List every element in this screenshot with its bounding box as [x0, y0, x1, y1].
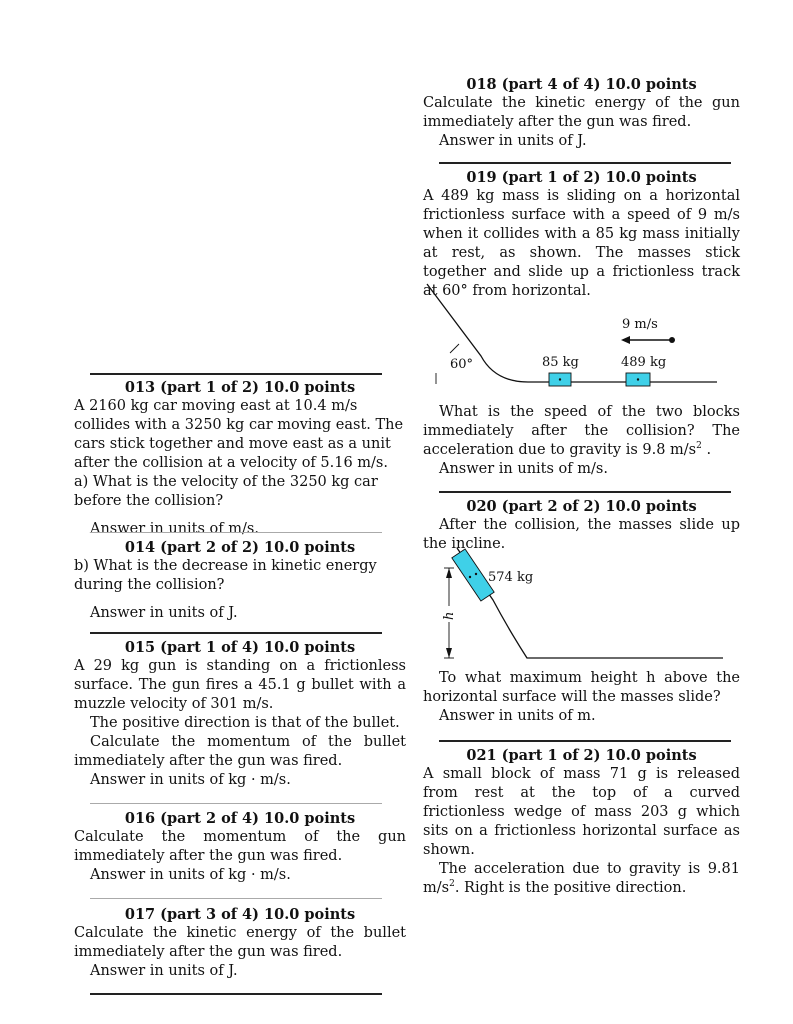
block-center-dot: [637, 378, 639, 380]
divider: [90, 632, 382, 634]
arrow-head-icon: [446, 648, 452, 658]
question-015: [74, 638, 406, 790]
answer-units: Answer in units of J.: [439, 133, 587, 149]
question-019: [423, 168, 740, 301]
question-text: After the collision, the masses slide up the incline.: [423, 517, 740, 552]
mass-large-label: 489 kg: [621, 355, 667, 370]
question-019-cont: [423, 403, 740, 479]
divider: [439, 162, 731, 164]
speed-label: 9 m/s: [622, 317, 658, 332]
question-text: Calculate the momentum of the bullet immediately after the gun was fired.: [74, 734, 406, 769]
question-017: [74, 905, 406, 981]
question-016: [74, 809, 406, 885]
question-text: The acceleration due to gravity is 9.81 $m/s^2$. Right is the positive direction.: [423, 861, 740, 896]
divider: [90, 532, 382, 533]
divider: [90, 898, 382, 899]
question-021: [423, 746, 740, 898]
question-header: 018 (part 4 of 4) 10.0 points: [466, 76, 697, 93]
question-header: 015 (part 1 of 4) 10.0 points: [124, 639, 356, 656]
height-label: h: [442, 611, 457, 620]
question-text: b) What is the decrease in kinetic energy during the collision?: [74, 558, 377, 593]
question-text: Calculate the momentum of the gun immediately after the gun was fired.: [74, 829, 406, 864]
question-header: 021 (part 1 of 2) 10.0 points: [466, 747, 697, 764]
arrow-head-icon: [446, 568, 452, 578]
question-018: [423, 75, 740, 151]
question-header: 019 (part 1 of 2) 10.0 points: [466, 169, 697, 186]
question-header: 020 (part 2 of 2) 10.0 points: [466, 498, 697, 515]
divider: [90, 993, 382, 995]
question-text: Calculate the kinetic energy of the gun immediately after the gun was fired.: [423, 95, 740, 130]
divider: [439, 740, 731, 742]
question-text: A small block of mass 71 g is released from rest at the top of a curved frictionless wedge of mass 203 g which sits on a frictionless horizontal surface as shown.: [423, 766, 740, 858]
answer-units: Answer in units of kg · m/s.: [90, 772, 291, 788]
incline-track: [457, 548, 723, 658]
angle-arrow-upper: [450, 344, 459, 353]
divider: [90, 373, 382, 375]
block-center-dot: [559, 378, 561, 380]
divider: [90, 803, 382, 804]
question-text: A 2160 kg car moving east at 10.4 m/s collides with a 3250 kg car moving east. The cars stick together and move east as a unit after the collision at a velocity of 5.16 m/s. a) What is the velocity of the 3250 kg car before the collision?: [74, 398, 404, 509]
question-014: [74, 538, 406, 623]
question-text: To what maximum height h above the horizontal surface will the masses slide?: [423, 670, 740, 705]
question-header: 017 (part 3 of 4) 10.0 points: [124, 906, 356, 923]
question-text: A 29 kg gun is standing on a frictionless surface. The gun fires a 45.1 g bullet with a muzzle velocity of 301 m/s.: [74, 658, 406, 712]
answer-units: Answer in units of kg · m/s.: [90, 867, 291, 883]
arrow-tail-dot: [669, 337, 675, 343]
question-header: 016 (part 2 of 4) 10.0 points: [124, 810, 356, 827]
answer-units: Answer in units of m.: [439, 708, 596, 724]
question-013: [74, 378, 406, 539]
arrow-head-icon: [621, 336, 630, 344]
question-020-cont: [423, 669, 740, 726]
block-center-dot: [469, 576, 471, 578]
question-text: Calculate the kinetic energy of the bullet immediately after the gun was fired.: [74, 925, 406, 960]
question-header: 014 (part 2 of 2) 10.0 points: [124, 539, 356, 556]
answer-units: Answer in units of J.: [90, 963, 238, 979]
mass-label: 574 kg: [488, 570, 534, 585]
divider: [439, 491, 731, 493]
question-020: [423, 497, 740, 554]
question-text: What is the speed of the two blocks immediately after the collision? The acceleration due to gravity is 9.8 $m/s^2$ .: [423, 404, 740, 458]
answer-units: Answer in units of J.: [90, 605, 238, 621]
question-header: 013 (part 1 of 2) 10.0 points: [124, 379, 356, 396]
angle-label: 60°: [450, 357, 474, 372]
answer-units: Answer in units of m/s.: [90, 521, 259, 537]
answer-units: Answer in units of m/s.: [439, 461, 608, 477]
incline-figure: [423, 548, 740, 658]
question-text: A 489 kg mass is sliding on a horizontal frictionless surface with a speed of 9 m/s when it collides with a 85 kg mass initially at rest, as shown. The masses stick together and slide up a frictionless track at 60° from horizontal.: [423, 188, 740, 299]
block-center-dot: [475, 573, 477, 575]
question-text: The positive direction is that of the bullet.: [90, 715, 400, 731]
mass-small-label: 85 kg: [542, 355, 579, 370]
collision-figure: [423, 284, 740, 394]
